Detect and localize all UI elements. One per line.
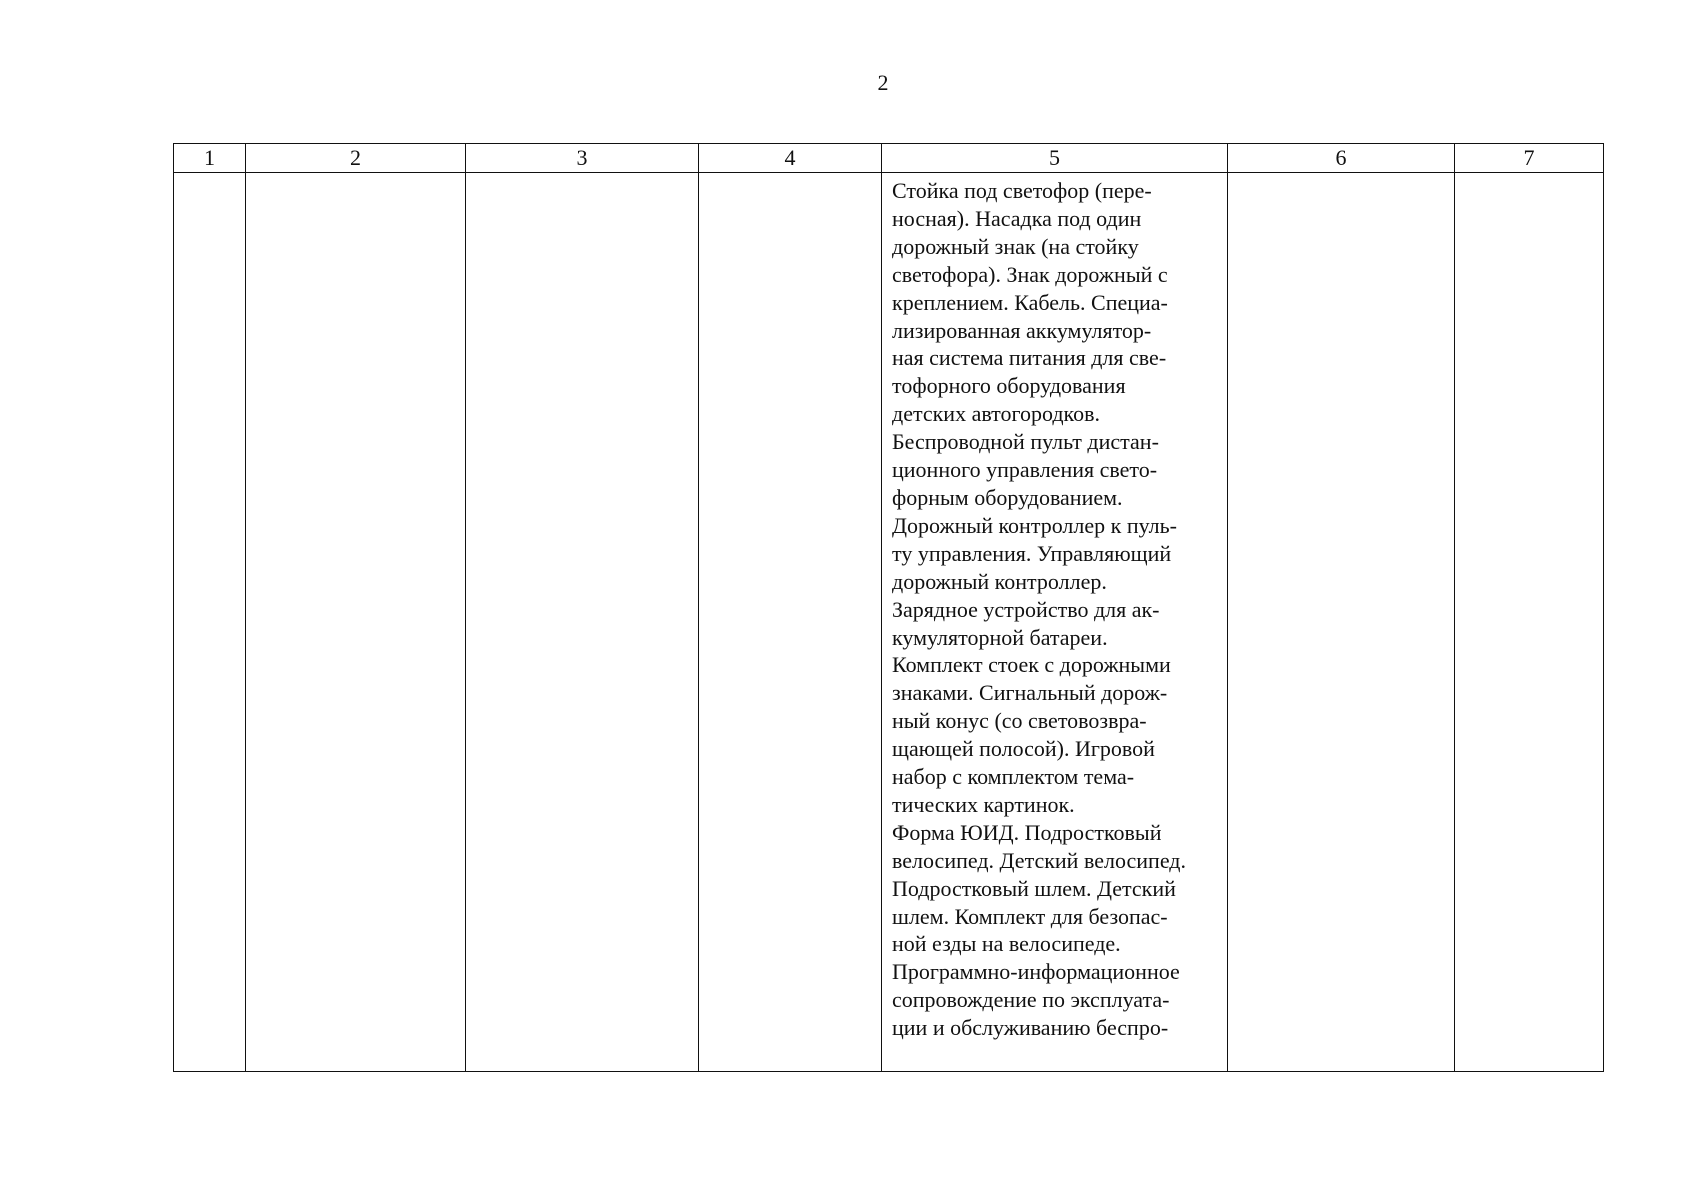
cell-text-col3 <box>466 173 698 177</box>
table-header-row <box>174 144 1604 173</box>
table-cell-col3 <box>466 173 699 1072</box>
cell-text-col1 <box>174 173 245 177</box>
column-header-6: 6 <box>1228 144 1455 173</box>
cell-text-col6 <box>1228 173 1454 177</box>
table-cell-col5 <box>882 173 1228 1072</box>
table-cell-col2 <box>246 173 466 1072</box>
table-cell-col4 <box>699 173 882 1072</box>
column-header-2: 2 <box>246 144 466 173</box>
table-cell-col6 <box>1228 173 1455 1072</box>
table-cell-col7 <box>1455 173 1604 1072</box>
cell-text-col2 <box>246 173 465 177</box>
content-table <box>173 143 1604 1072</box>
table-cell-col1 <box>174 173 246 1072</box>
column-header-7: 7 <box>1455 144 1604 173</box>
table-row <box>174 173 1604 1072</box>
page-number: 2 <box>877 70 889 95</box>
column-header-4: 4 <box>699 144 882 173</box>
cell-text-col7 <box>1455 173 1603 177</box>
column-header-5: 5 <box>882 144 1228 173</box>
cell-text-col4 <box>699 173 881 177</box>
column-header-1: 1 <box>174 144 246 173</box>
equipment-list-text: Стойка под светофор (пере- носная). Насадка под один дорожный знак (на стойку светофора). Знак дорожный с креплением. Кабель. Специа- лизированная аккумулятор- ная система питания для све- тофорного оборудования детских автогородков. Беспроводной пульт дистан- ционного управления свето- форным оборудованием. Дорожный контроллер к пуль- ту управления. Управляющий дорожный контроллер. Зарядное устройство для ак- кумуляторной батареи. Комплект стоек с дорожными знаками. Сигнальный дорож- ный конус (со световозвра- щающей полосой). Игровой набор с комплектом тема- тических картинок. Форма ЮИД. Подростковый велосипед. Детский велосипед. Подростковый шлем. Детский шлем. Комплект для безопас- ной езды на велосипеде. Программно-информационное сопровождение по эксплуата- ции и обслуживанию беспро- <box>892 178 1186 1041</box>
column-header-3: 3 <box>466 144 699 173</box>
